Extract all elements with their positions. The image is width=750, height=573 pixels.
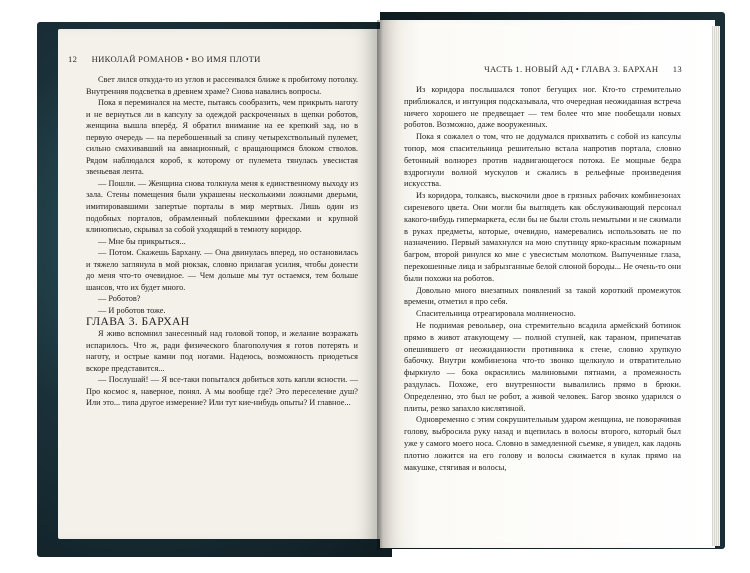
paragraph: — Роботов? xyxy=(98,294,141,304)
paragraph: Свет лился откуда-то из углов и рассеивался ближе к пробитому потолку. Внутренняя подсветка в древнем храме? Снова навались вопросы. xyxy=(86,75,358,96)
paragraph: Пока я сожалел о том, что не додумался прихватить с собой из капсулы топор, моя спасительница решительно встала напротив портала, словно бетонный волнорез против надвигающегося потока. Ее мощные бедра вздрогнули волной мускулов и сжались в рельефные произведения искусства. xyxy=(404,132,681,189)
paragraph: Спасительница отреагировала молниеносно. xyxy=(416,309,576,319)
left-running-head-text: НИКОЛАЙ РОМАНОВ • ВО ИМЯ ПЛОТИ xyxy=(91,54,261,64)
paragraph: — И роботов тоже. xyxy=(98,305,166,315)
paragraph: — Потом. Скажешь Бархану. — Она двинулась вперед, но остановилась и тяжело заглянула в мой рюкзак, словно прилагая усилия, чтобы донести до меня что-то очевидное. — Чем дольше мы тут остаемся, тем больше шансов, что их будет много. xyxy=(86,248,358,292)
paragraph: — Мне бы прикрыться... xyxy=(98,236,186,246)
paragraph: Из коридора послышался топот бегущих ног. Кто-то стремительно приближался, и интуиция подсказывала, что очередная неожиданная встреча ничего хорошего не предвещает — тем более что мне пообещали новых роботов. Возможно, даже вооруженных. xyxy=(404,85,681,130)
right-running-header xyxy=(404,64,682,74)
left-page-body xyxy=(86,74,358,409)
right-page-body xyxy=(404,84,681,473)
chapter-heading: ГЛАВА 3. БАРХАН xyxy=(86,315,190,329)
right-running-head-text: ЧАСТЬ 1. НОВЫЙ АД • ГЛАВА 3. БАРХАН xyxy=(484,64,659,74)
paragraph: Не поднимая револьвер, она стремительно всадила армейский ботинок прямо в живот атакующему — полной ступней, как тараном, припечатав опешившего от неожиданности противника к стене, словно хрупкую бабочку. Внутри комбинезона что-то звонко щелкнуло и отвратительно фыркнуло — бока окрасились малиновыми пятнами, а промежность раздулась. Похоже, его внутренности вывалились прямо в брюки. Определенно, это был не робот, а живой человек. Багор звонко ударился о плиты, резко запахло кислятиной. xyxy=(404,320,681,413)
paragraph: Довольно много внезапных появлений за такой короткий промежуток времени, отметил я про себя. xyxy=(404,285,681,307)
left-page-number: 12 xyxy=(68,54,78,64)
paragraph: Пока я переминался на месте, пытаясь сообразить, чем прикрыть наготу и не вернуться ли в капсулу за одеждой раскроченных в щепки роботов, женщина вышла вперёд. Я обратил внимание на ее крепкий зад, но в первую очередь — на перебошенный за спину четырехствольный пулемет, сильно смахивавший на авиационный, с вращающимся блоком стволов. Рядом наблюдался короб, к которому от пулемета тянулась увесистая звеньевая лента. xyxy=(86,98,358,177)
right-page-number: 13 xyxy=(672,64,682,74)
paragraph: Из коридора, толкаясь, выскочили двое в грязных рабочих комбинезонах сиреневого цвета. Они могли бы выглядеть как обслуживающий персонал какого-нибудь гипермаркета, если бы не были столь немытыми и не сжимали в руках предметы, которые, очевидно, намеревались использовать не по назначению. Первый замахнулся на мою спутницу ярко-красным пожарным багром, второй ринулся ко мне с увесистым молотком. Выпученные глаза, перекошенные лица и забрызганные белой слюной бороды... Не очень-то они были похожи на роботов. xyxy=(404,191,681,283)
page-edges xyxy=(712,26,720,546)
paragraph: — Пошли. — Женщина снова толкнула меня к единственному выходу из зала. Стены помещения были украшены несколькими ложными дверьми, имитировавшими запертые порталы в мир мертвых. Лишь один из подобных порталов, обрамленный поблекшими фресками и крупной клинописью, скрывал за собой уходящий в темноту коридор. xyxy=(86,178,358,235)
book-gutter xyxy=(377,20,383,550)
paragraph: Я живо вспомнил занесенный над головой топор, и желание возражать испарилось. Что ж, ради физического благополучия я готов потерять и наготу, и острые камни под ногами. Надеюсь, возможность приодеться вскоре представится... xyxy=(86,329,358,373)
left-running-header xyxy=(68,54,360,64)
paragraph: — Послушай! — Я все-таки попытался добиться хоть капли ясности. — Про космос я, наверное, понял. А мы вообще где? Это переселение душ? Или это... типа другое измерение? Или тут кие-нибудь опыты? И главное... xyxy=(86,375,358,408)
paragraph: Одновременно с этим сокрушительным ударом женщина, не поворачивая голову, выбросила руку назад и вцепилась в волосы второго, который был уже у самого моего носа. Словно в замедленной съемке, я увидел, как ладонь плотно ложится на его голову и волосы сжимается в кулак прямо на макушке, стягивая и волосы, xyxy=(404,415,681,472)
